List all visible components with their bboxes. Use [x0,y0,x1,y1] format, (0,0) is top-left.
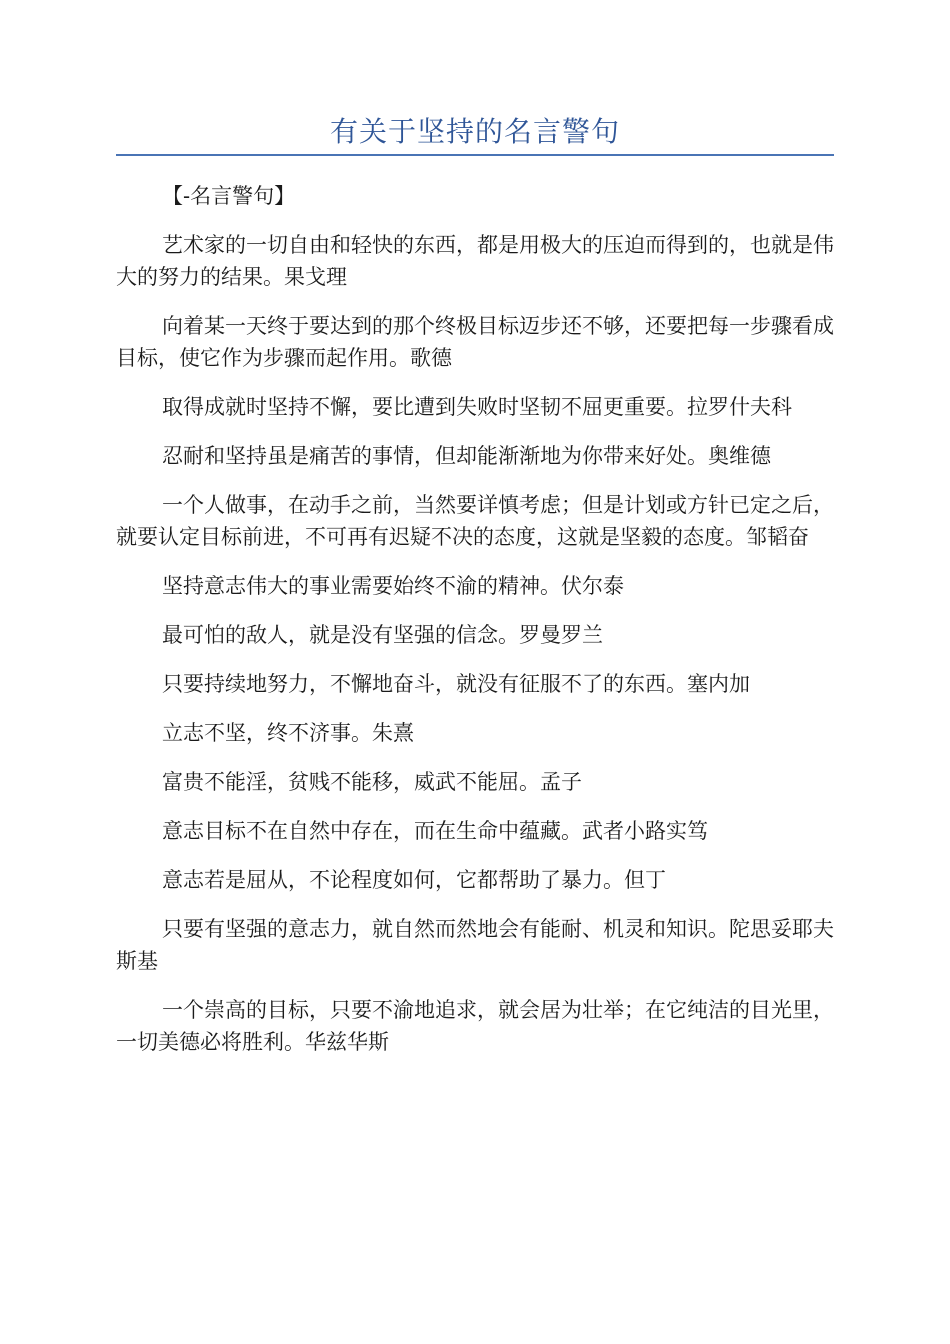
quote-paragraph: 取得成就时坚持不懈，要比遭到失败时坚韧不屈更重要。拉罗什夫科 [162,395,792,419]
quote-paragraph: 只要持续地努力，不懈地奋斗，就没有征服不了的东西。塞内加 [162,672,750,696]
quote-paragraph: 富贵不能淫，贫贱不能移，威武不能屈。孟子 [162,770,582,794]
quote-paragraph: 意志若是屈从，不论程度如何，它都帮助了暴力。但丁 [162,868,666,892]
quote-paragraph: 向着某一天终于要达到的那个终极目标迈步还不够，还要把每一步骤看成目标，使它作为步骤而起作用。歌德 [116,314,834,370]
quote-paragraph: 忍耐和坚持虽是痛苦的事情，但却能渐渐地为你带来好处。奥维德 [162,444,771,468]
quote-paragraph: 最可怕的敌人，就是没有坚强的信念。罗曼罗兰 [162,623,603,647]
page-title: 有关于坚持的名言警句 [329,115,620,148]
section-label: 【-名言警句】 [162,184,296,208]
quote-paragraph: 只要有坚强的意志力，就自然而然地会有能耐、机灵和知识。陀思妥耶夫斯基 [116,917,834,973]
document-body [116,180,834,1075]
quote-paragraph: 意志目标不在自然中存在，而在生命中蕴藏。武者小路实笃 [162,819,708,843]
title-underline [116,154,834,156]
quote-paragraph: 艺术家的一切自由和轻快的东西，都是用极大的压迫而得到的，也就是伟大的努力的结果。果戈理 [116,233,834,289]
quote-paragraph: 坚持意志伟大的事业需要始终不渝的精神。伏尔泰 [162,574,624,598]
quote-paragraph: 一个崇高的目标，只要不渝地追求，就会居为壮举；在它纯洁的目光里，一切美德必将胜利。华兹华斯 [116,998,834,1054]
quote-paragraph: 一个人做事，在动手之前，当然要详慎考虑；但是计划或方针已定之后，就要认定目标前进，不可再有迟疑不决的态度，这就是坚毅的态度。邹韬奋 [116,493,834,549]
quote-paragraph: 立志不坚，终不济事。朱熹 [162,721,414,745]
